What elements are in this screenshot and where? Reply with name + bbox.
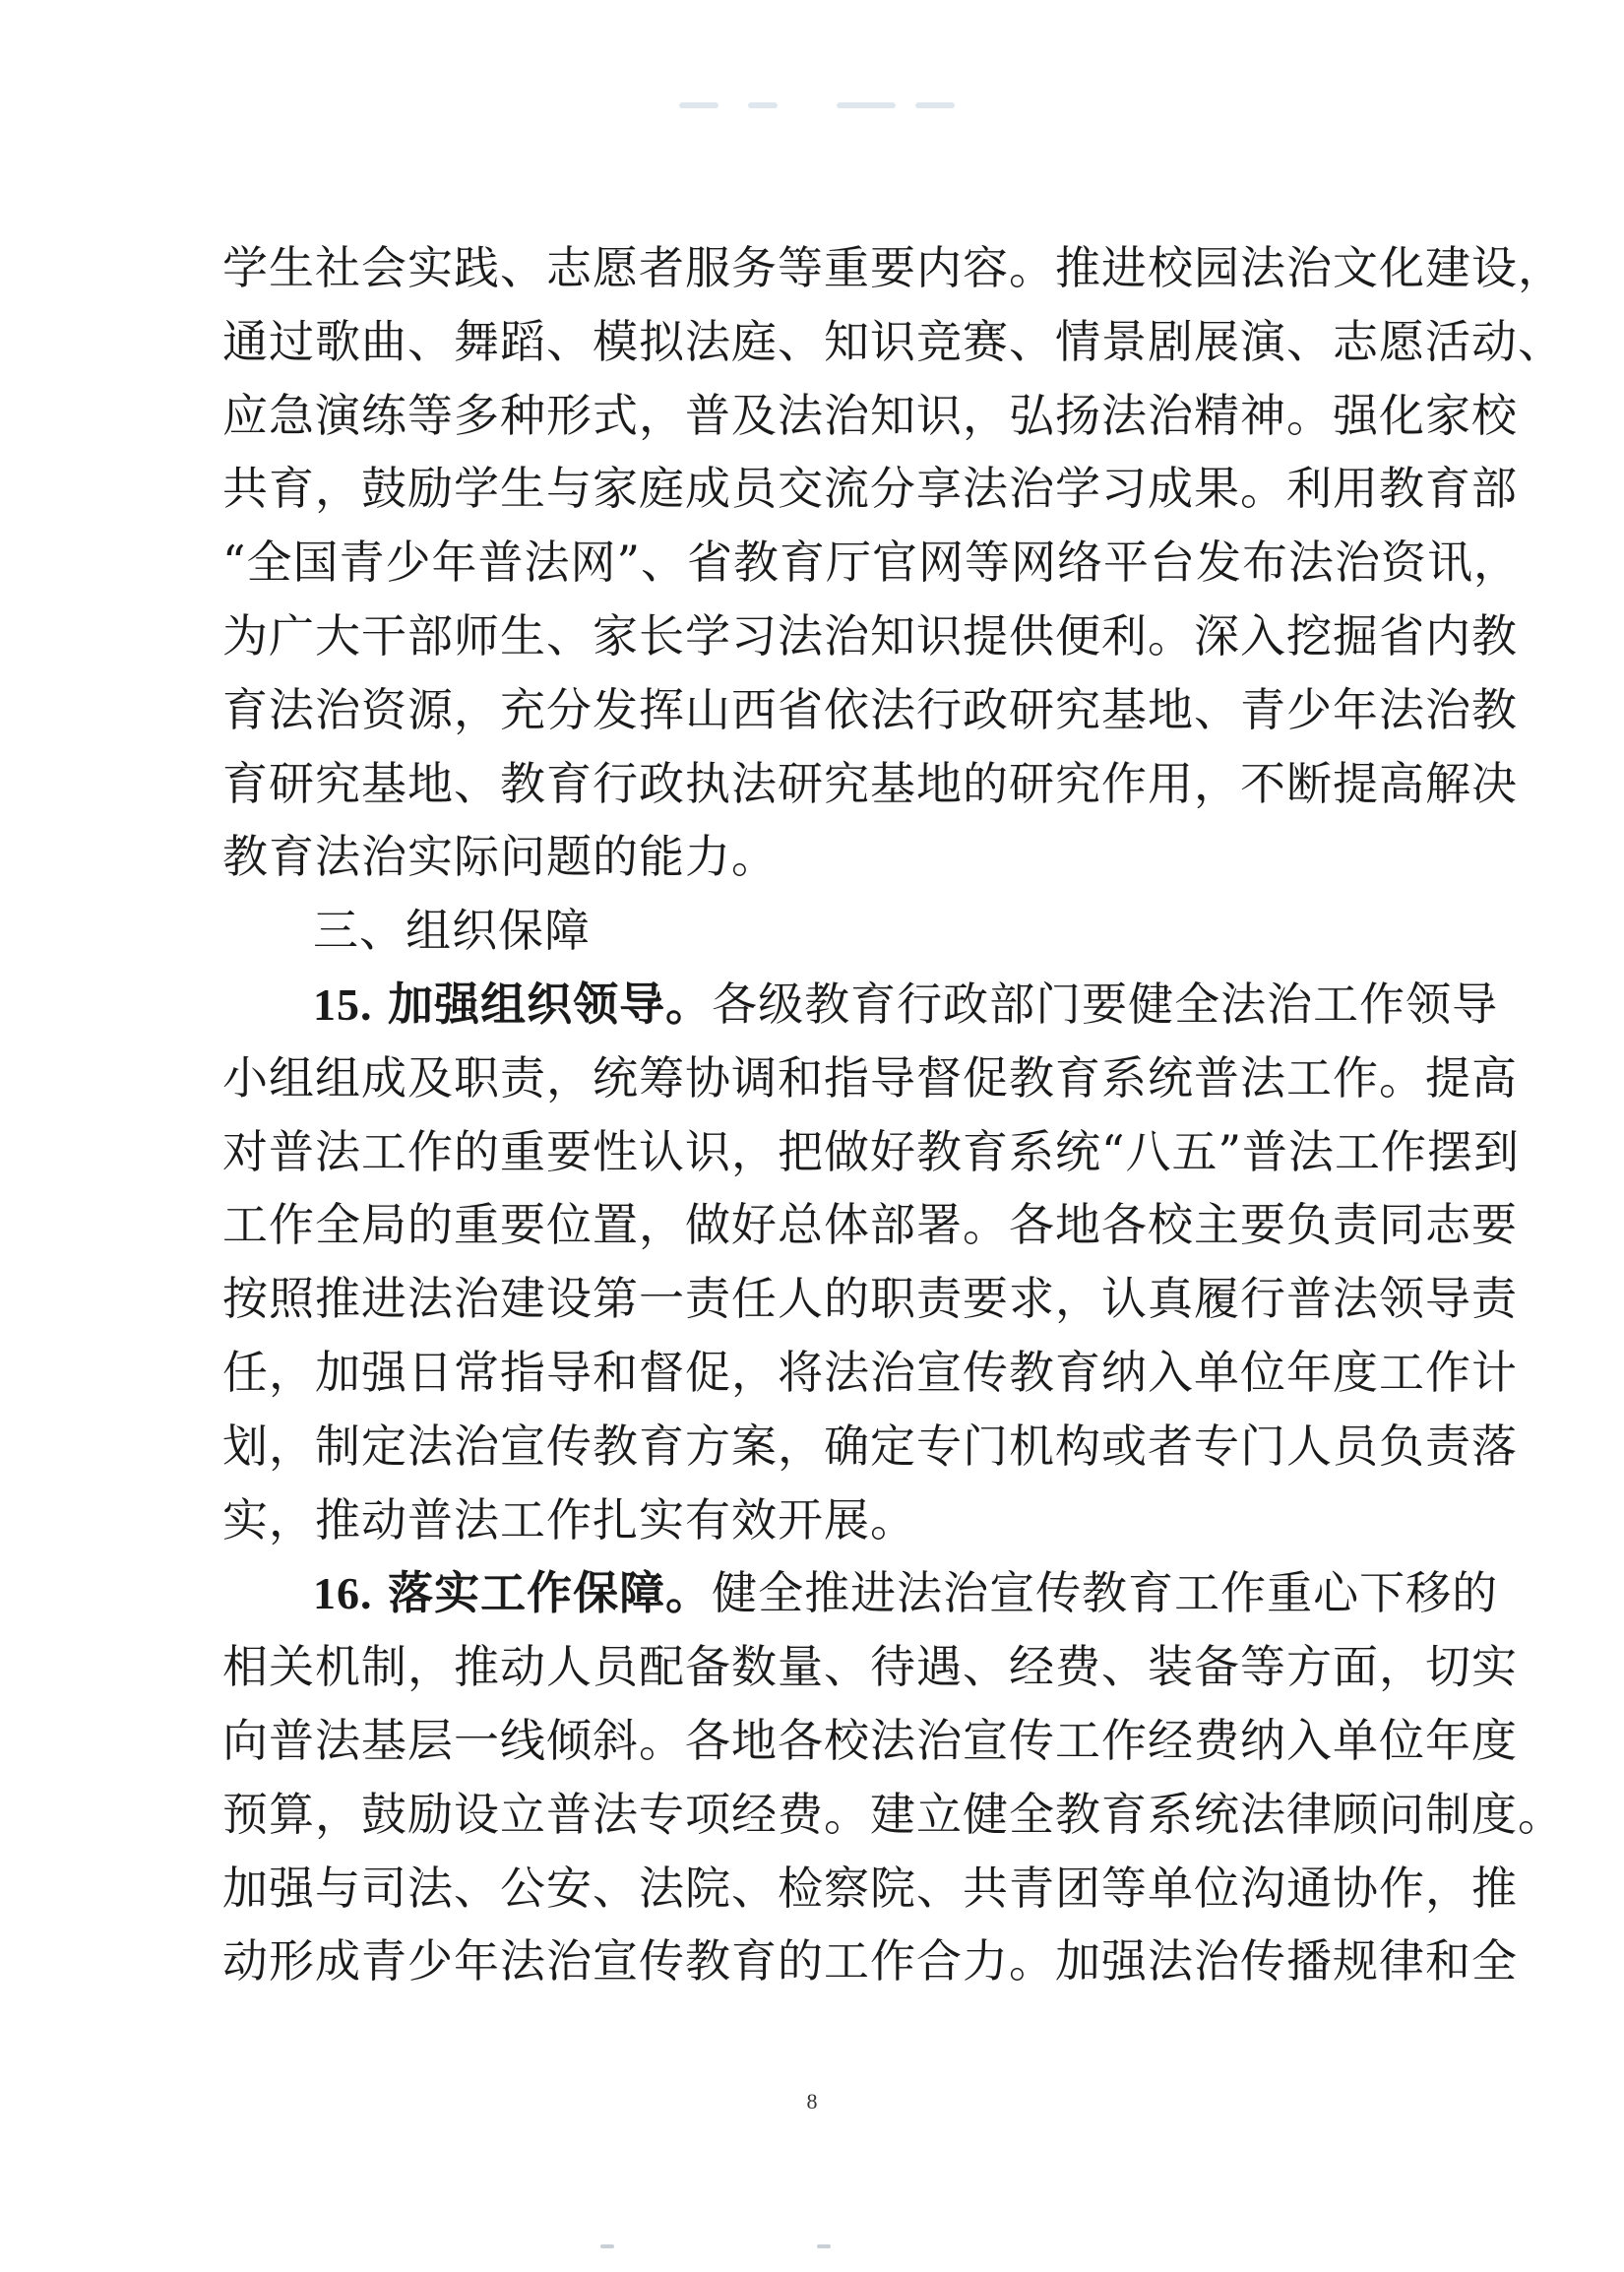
item-number: 15. [313,978,373,1030]
paragraph-line: 加强与司法、公安、法院、检察院、共青团等单位沟通协作，推 [222,1861,1518,1915]
paragraph-line: 预算，鼓励设立普法专项经费。建立健全教育系统法律顾问制度。 [222,1787,1564,1841]
page-number: 8 [806,2089,818,2114]
item-number: 16. [313,1568,373,1619]
paragraph-line: 育法治资源，充分发挥山西省依法行政研究基地、青少年法治教 [222,682,1518,736]
item-first-line-text: 各级教育行政部门要健全法治工作领导 [712,977,1499,1031]
item-first-line [222,968,1499,1041]
item-first-line [222,1556,1499,1630]
paragraph-line: 工作全局的重要位置，做好总体部署。各地各校主要负责同志要 [222,1198,1518,1252]
paragraph-line: 应急演练等多种形式，普及法治知识，弘扬法治精神。强化家校 [222,388,1518,442]
paragraph-line: 对普法工作的重要性认识，把做好教育系统“八五”普法工作摆到 [222,1124,1521,1178]
paragraph-line: 相关机制，推动人员配备数量、待遇、经费、装备等方面，切实 [222,1640,1518,1694]
item-15 [222,968,1521,1556]
paragraph-line: 划，制定法治宣传教育方案，确定专门机构或者专门人员负责落 [222,1419,1518,1473]
paragraph-line: 学生社会实践、志愿者服务等重要内容。推进校园法治文化建设， [222,241,1564,294]
paragraph-1 [222,231,1564,894]
item-first-line-text: 健全推进法治宣传教育工作重心下移的 [712,1566,1499,1620]
section-heading: 三、组织保障 [313,904,591,958]
paragraph-line: 实，推动普法工作扎实有效开展。 [222,1492,916,1546]
paragraph-line: 小组组成及职责，统筹协调和指导督促教育系统普法工作。提高 [222,1050,1518,1104]
item-title: 加强组织领导。 [388,977,713,1031]
scan-artifact-mark [591,2244,886,2254]
paragraph-line: 向普法基层一线倾斜。各地各校法治宣传工作经费纳入单位年度 [222,1713,1518,1767]
paragraph-line: 通过歌曲、舞蹈、模拟法庭、知识竞赛、情景剧展演、志愿活动、 [222,314,1564,368]
paragraph-line: 为广大干部师生、家长学习法治知识提供便利。深入挖掘省内教 [222,608,1518,663]
body-text [222,231,1564,1998]
paragraph-line: 共育，鼓励学生与家庭成员交流分享法治学习成果。利用教育部 [222,462,1518,516]
item-16 [222,1556,1564,1998]
paragraph-line: 育研究基地、教育行政执法研究基地的研究作用，不断提高解决 [222,756,1518,810]
scan-artifact-mark [679,95,994,116]
paragraph-line: “全国青少年普法网”、省教育厅官网等网络平台发布法治资讯， [222,536,1521,590]
item-title: 落实工作保障。 [388,1566,713,1620]
paragraph-line: 动形成青少年法治宣传教育的工作合力。加强法治传播规律和全 [222,1934,1518,1988]
paragraph-line: 教育法治实际问题的能力。 [222,830,778,884]
paragraph-line: 按照推进法治建设第一责任人的职责要求，认真履行普法领导责 [222,1272,1518,1326]
paragraph-line: 任，加强日常指导和督促，将法治宣传教育纳入单位年度工作计 [222,1345,1518,1399]
